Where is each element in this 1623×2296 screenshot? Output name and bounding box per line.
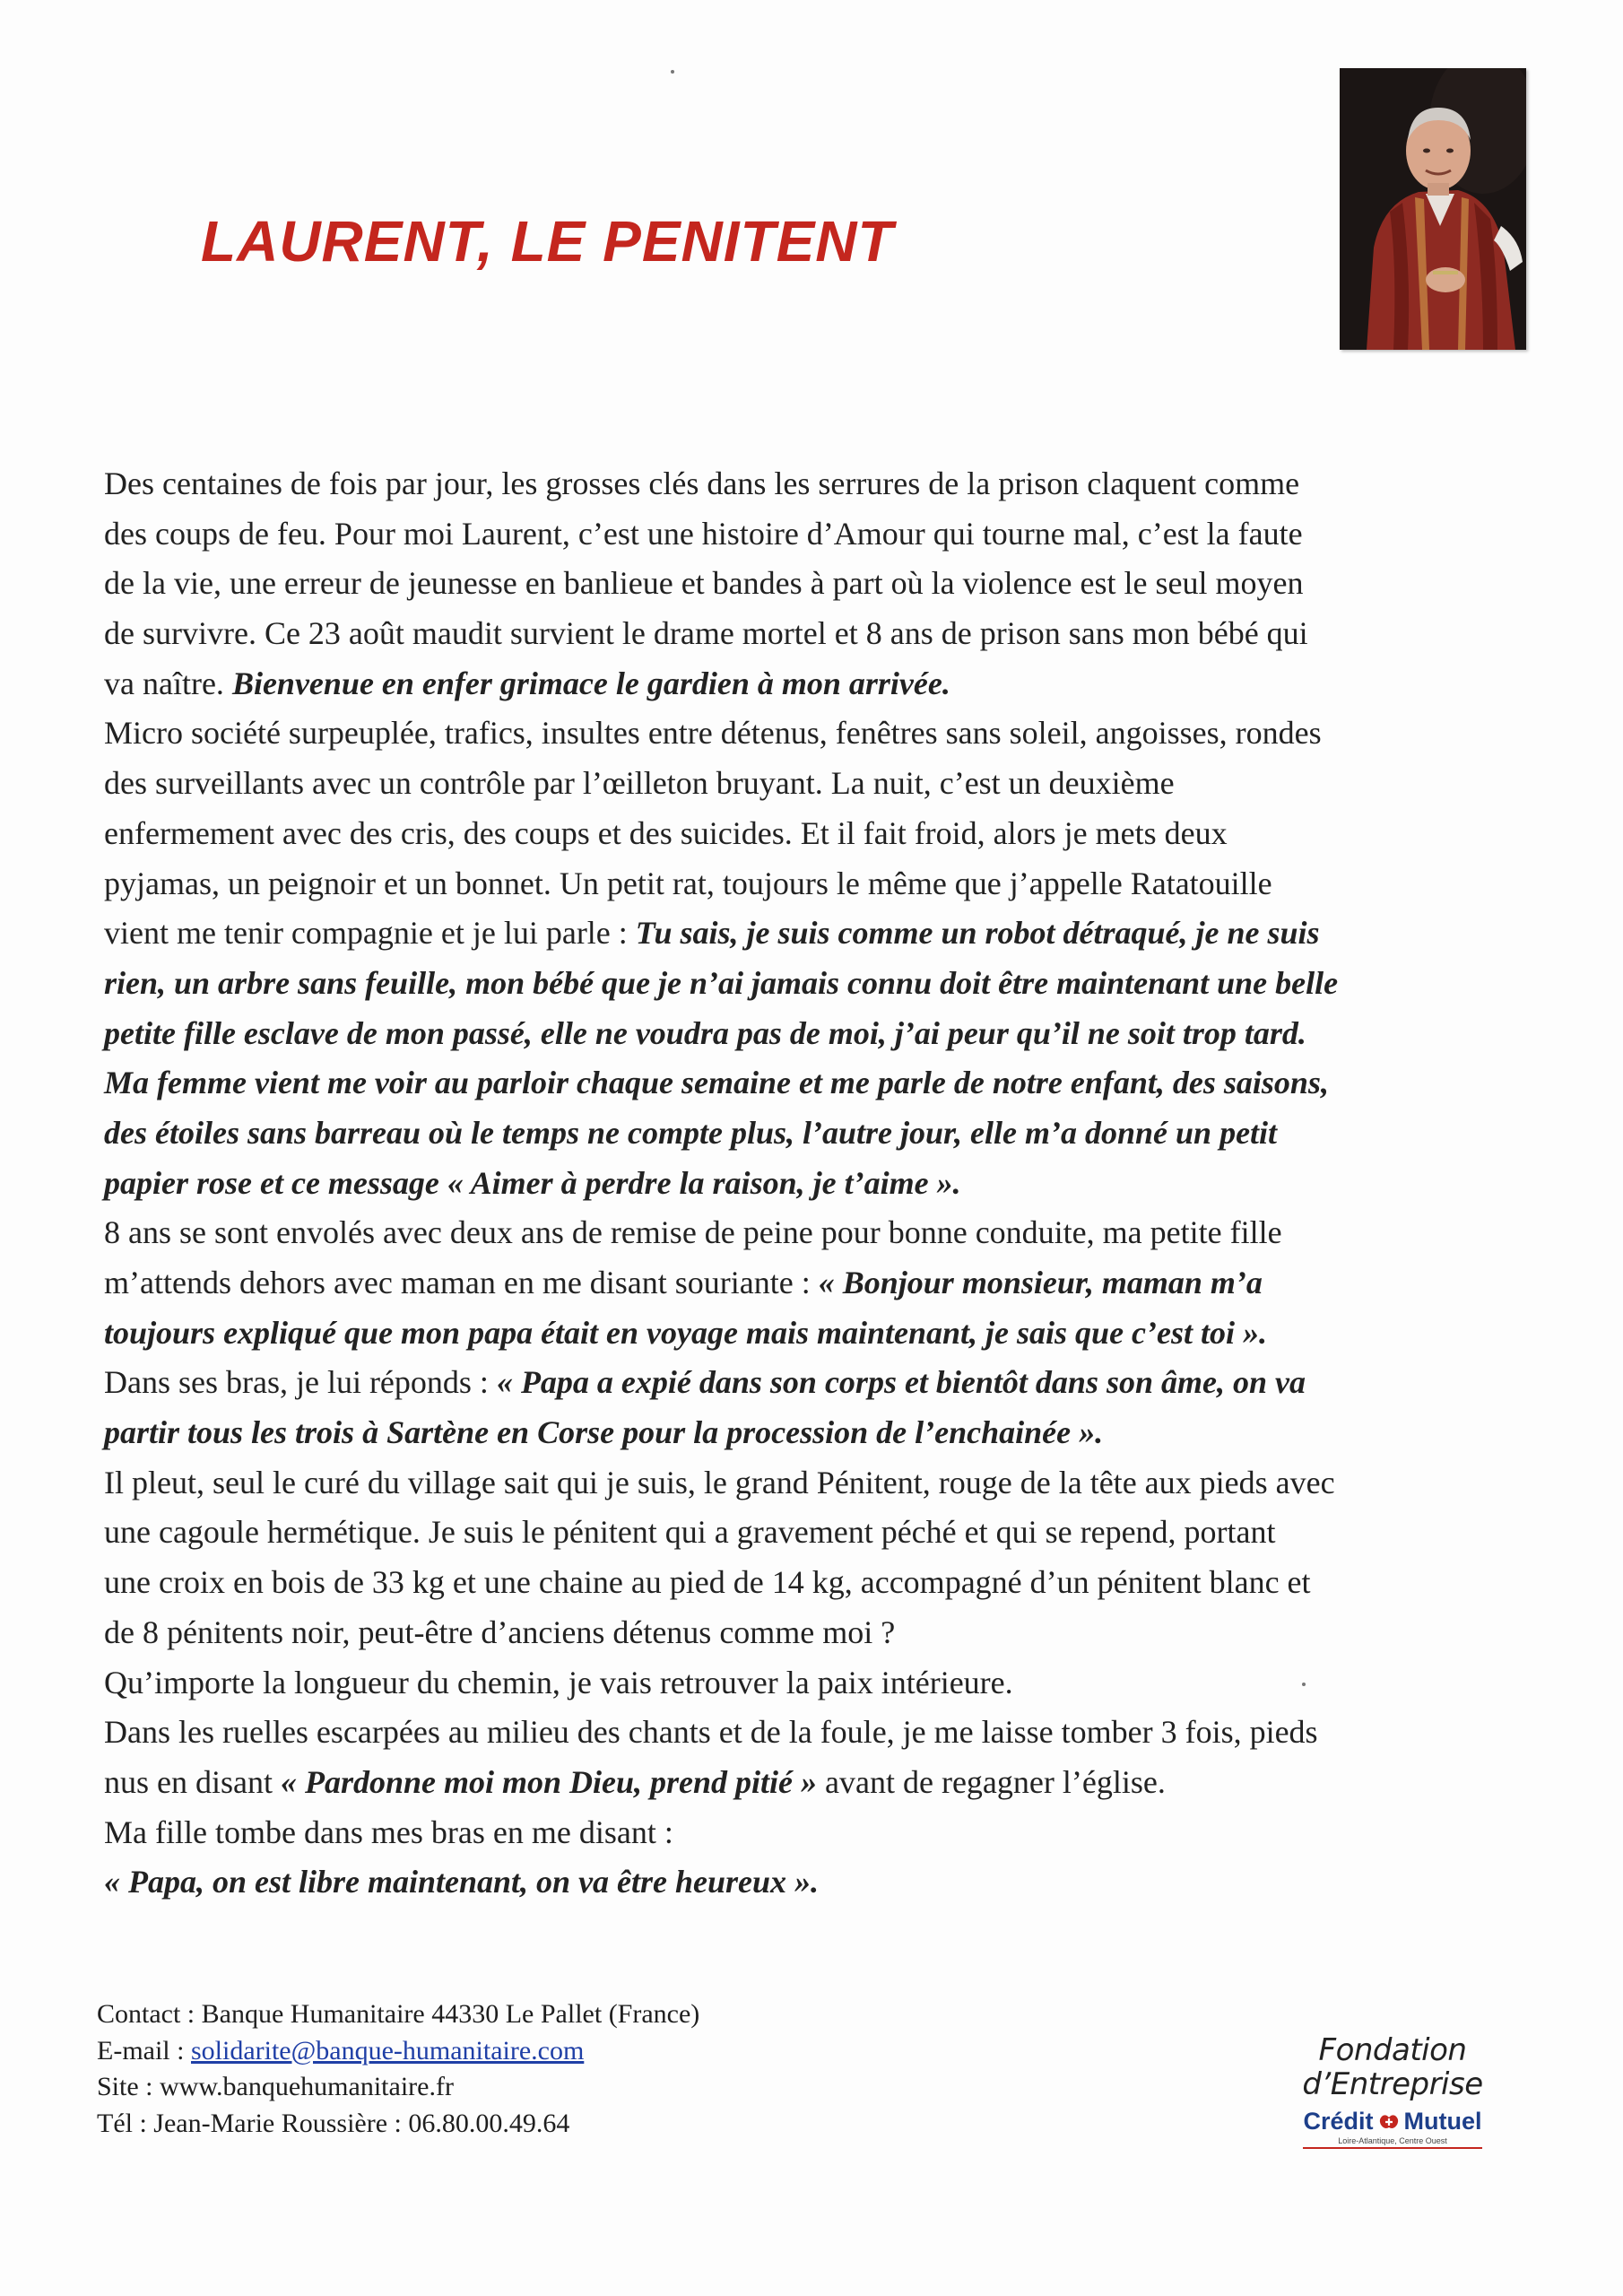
logo-rule (1303, 2147, 1482, 2149)
body-line (104, 809, 1521, 859)
body-line (104, 759, 1521, 809)
quoted-text: « Papa, on est libre maintenant, on va être heureux ». (104, 1864, 820, 1900)
contact-email-row (97, 2033, 699, 2070)
body-line (104, 959, 1521, 1009)
email-label: E-mail : (97, 2035, 191, 2066)
logo-brand-left: Crédit (1303, 2108, 1374, 2135)
body-line (104, 709, 1521, 759)
body-text-segment: de 8 pénitents noir, peut-être d’anciens détenus comme moi ? (104, 1613, 896, 1650)
body-line (104, 1558, 1521, 1608)
page-title: LAURENT, LE PENITENT (201, 209, 894, 274)
body-text-segment: 8 ans se sont envolés avec deux ans de remise de peine pour bonne conduite, ma petite fille (104, 1214, 1282, 1251)
quoted-text: papier rose et ce message « Aimer à perdre la raison, je t’aime ». (104, 1164, 961, 1201)
quoted-text: partir tous les trois à Sartène en Corse pour la procession de l’enchainée ». (104, 1414, 1104, 1451)
body-line (104, 1857, 1521, 1908)
logo-line-fondation: Fondation (1318, 2032, 1467, 2068)
body-line (104, 1159, 1521, 1209)
body-line (104, 509, 1521, 560)
quoted-text: « Papa a expié dans son corps et bientôt dans son âme, on va (496, 1364, 1306, 1401)
body-line (104, 859, 1521, 909)
body-text-segment: Qu’importe la longueur du chemin, je vais retrouver la paix intérieure. (104, 1664, 1013, 1700)
body-line (104, 559, 1521, 609)
body-line (104, 1109, 1521, 1159)
scan-speck (671, 70, 674, 74)
body-line (104, 1658, 1521, 1709)
logo-brand (1271, 2108, 1514, 2135)
body-text-segment: m’attends dehors avec maman en me disant souriante : (104, 1265, 819, 1300)
body-text-segment: Dans ses bras, je lui réponds : (104, 1364, 497, 1401)
body-text-segment: Des centaines de fois par jour, les grosses clés dans les serrures de la prison claquent comme (104, 465, 1300, 501)
body-line (104, 1208, 1521, 1258)
body-text-segment: une cagoule hermétique. Je suis le pénitent qui a gravement péché et qui se repend, portant (104, 1514, 1276, 1551)
scan-speck (1302, 1683, 1306, 1686)
body-line (104, 909, 1521, 959)
body-text-segment: de survivre. Ce 23 août maudit survient le drame mortel et 8 ans de prison sans mon bébé qui (104, 615, 1308, 652)
quoted-text: « Bonjour monsieur, maman m’a (818, 1265, 1263, 1300)
logo-line-entreprise: d’Entreprise (1302, 2066, 1483, 2102)
body-text-segment: va naître. (104, 665, 232, 701)
body-line (104, 609, 1521, 659)
body-text-segment: de la vie, une erreur de jeunesse en banlieue et bandes à part où la violence est le seul moyen (104, 565, 1304, 602)
quoted-text: des étoiles sans barreau où le temps ne compte plus, l’autre jour, elle m’a donné un petit (104, 1114, 1278, 1151)
body-text-segment: Micro société surpeuplée, trafics, insultes entre détenus, fenêtres sans soleil, angoisses, rondes (104, 715, 1322, 752)
body-text-segment: Dans les ruelles escarpées au milieu des chants et de la foule, je me laisse tomber 3 fois, pieds (104, 1714, 1318, 1751)
quoted-text: rien, un arbre sans feuille, mon bébé que je n’ai jamais connu doit être maintenant une belle (104, 964, 1339, 1001)
quoted-text: « Pardonne moi mon Dieu, prend pitié » (280, 1763, 818, 1800)
body-text-segment: des surveillants avec un contrôle par l’œilleton bruyant. La nuit, c’est un deuxième (104, 765, 1175, 802)
body-line (104, 1508, 1521, 1558)
logo-subtitle: Loire-Atlantique, Centre Ouest (1338, 2136, 1447, 2145)
body-text-segment: Ma fille tombe dans mes bras en me disant : (104, 1813, 673, 1850)
body-line (104, 459, 1521, 509)
quoted-text: Tu sais, je suis comme un robot détraqué, je ne suis (635, 915, 1320, 952)
portrait-illustration (1340, 68, 1526, 350)
contact-address: Contact : Banque Humanitaire 44330 Le Pallet (France) (97, 1999, 700, 2029)
email-link[interactable]: solidarite@banque-humanitaire.com (190, 2035, 585, 2066)
contact-phone: Tél : Jean-Marie Roussière : 06.80.00.49.64 (97, 2108, 570, 2138)
body-text-segment: vient me tenir compagnie et je lui parle : (104, 915, 636, 952)
contact-site[interactable]: Site : www.banquehumanitaire.fr (97, 2072, 454, 2101)
body-line (104, 1258, 1521, 1309)
logo-brand-right: Mutuel (1403, 2108, 1482, 2135)
body-text-segment: enfermement avec des cris, des coups et des suicides. Et il fait froid, alors je mets deux (104, 814, 1228, 851)
quoted-text: Ma femme vient me voir au parloir chaque semaine et me parle de notre enfant, des saisons, (104, 1065, 1329, 1101)
body-text-segment: nus en disant (104, 1763, 281, 1800)
body-line (104, 1808, 1521, 1858)
body-line (104, 1408, 1521, 1458)
portrait-photo (1340, 68, 1526, 350)
fondation-credit-mutuel-logo (1271, 2032, 1514, 2167)
body-line (104, 1009, 1521, 1059)
body-text-segment: Il pleut, seul le curé du village sait qui je suis, le grand Pénitent, rouge de la tête aux pieds avec (104, 1464, 1335, 1500)
body-line (104, 659, 1521, 709)
body-line (104, 1608, 1521, 1658)
contact-block (97, 1996, 699, 2142)
body-text-segment: des coups de feu. Pour moi Laurent, c’est une histoire d’Amour qui tourne mal, c’est la faute (104, 515, 1303, 552)
body-line (104, 1458, 1521, 1509)
body-line (104, 1309, 1521, 1359)
article-body (104, 459, 1521, 1908)
body-text-segment: une croix en bois de 33 kg et une chaine au pied de 14 kg, accompagné d’un pénitent blanc et (104, 1564, 1311, 1601)
quoted-text: petite fille esclave de mon passé, elle ne voudra pas de moi, j’ai peur qu’il ne soit trop tard. (104, 1014, 1306, 1051)
body-line (104, 1358, 1521, 1408)
credit-mutuel-emblem-icon (1377, 2112, 1401, 2132)
body-line (104, 1708, 1521, 1758)
quoted-text: Bienvenue en enfer grimace le gardien à mon arrivée. (231, 665, 950, 701)
body-line (104, 1058, 1521, 1109)
body-line (104, 1758, 1521, 1808)
body-text-segment: pyjamas, un peignoir et un bonnet. Un petit rat, toujours le même que j’appelle Ratatouille (104, 865, 1272, 901)
body-text-segment: avant de regagner l’église. (817, 1763, 1166, 1800)
quoted-text: toujours expliqué que mon papa était en voyage mais maintenant, je sais que c’est toi ». (104, 1314, 1268, 1351)
